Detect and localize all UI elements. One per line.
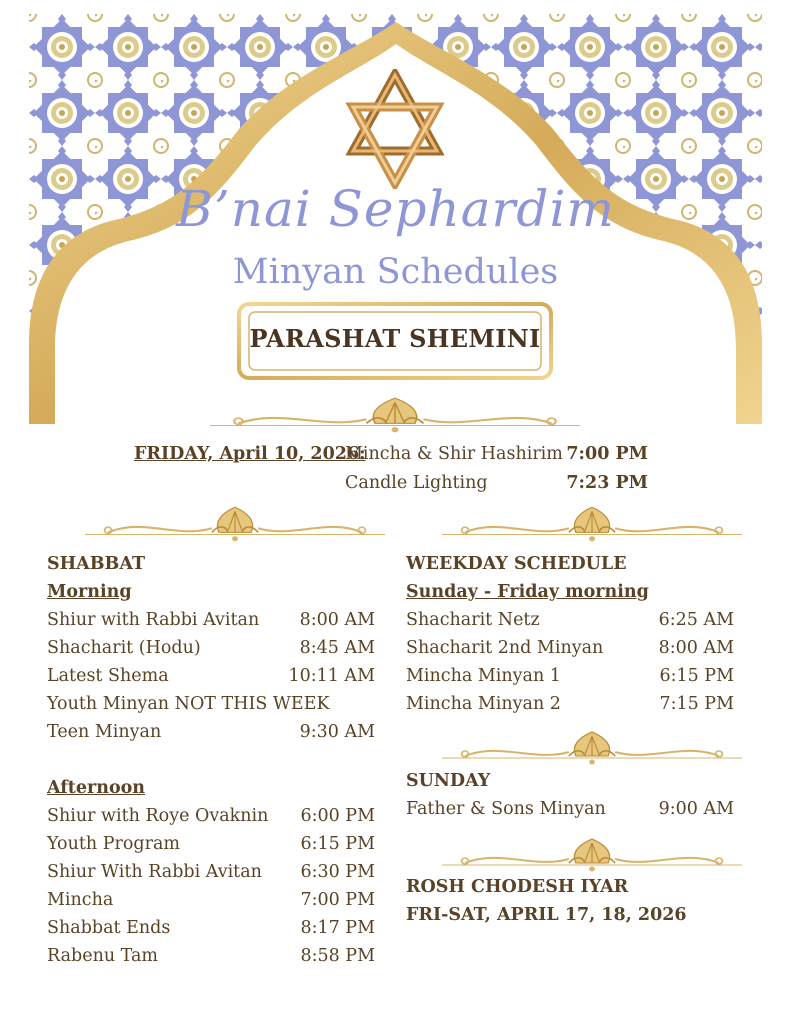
schedule-row [406, 690, 734, 718]
morning-heading: Morning [47, 582, 132, 602]
item-time: 9:30 AM [299, 722, 375, 742]
item-name: Teen Minyan [47, 722, 162, 742]
schedule-row [47, 606, 375, 634]
item-name: Shiur with Roye Ovaknin [47, 806, 269, 826]
item-time: 6:30 PM [300, 862, 375, 882]
schedule-row [47, 802, 375, 830]
rosh-chodesh-dates: FRI-SAT, APRIL 17, 18, 2026 [406, 905, 687, 925]
item-name: Mincha Minyan 1 [406, 666, 561, 686]
item-time: 7:00 PM [300, 890, 375, 910]
schedule-row [47, 914, 375, 942]
item-name: Youth Minyan NOT THIS WEEK [47, 694, 330, 714]
divider-ornament [442, 728, 742, 768]
weekday-heading: WEEKDAY SCHEDULE [406, 554, 627, 574]
schedule-row [47, 718, 375, 746]
schedule-row [47, 690, 375, 718]
item-time: 6:00 PM [300, 806, 375, 826]
item-time: 8:00 AM [299, 610, 375, 630]
item-name: Mincha [47, 890, 114, 910]
item-time: 6:15 PM [659, 666, 734, 686]
schedule-row [47, 634, 375, 662]
item-name: Mincha Minyan 2 [406, 694, 561, 714]
item-name: Shabbat Ends [47, 918, 171, 938]
weekday-section [406, 550, 734, 718]
sunday-section [406, 767, 734, 823]
item-name: Youth Program [47, 834, 180, 854]
page-subtitle: Minyan Schedules [232, 252, 559, 292]
friday-item-name: Candle Lighting [345, 473, 488, 493]
item-time: 6:15 PM [300, 834, 375, 854]
page-title: B’nai Sephardim [176, 180, 615, 238]
rosh-chodesh-heading: ROSH CHODESH IYAR [406, 877, 629, 897]
item-time: 8:45 AM [299, 638, 375, 658]
item-name: Father & Sons Minyan [406, 799, 606, 819]
friday-item-name: Mincha & Shir Hashirim [345, 444, 563, 464]
parasha-title: PARASHAT SHEMINI [249, 324, 541, 353]
divider-ornament [442, 835, 742, 875]
item-name: Latest Shema [47, 666, 169, 686]
friday-item-time: 7:23 PM [566, 473, 648, 493]
item-name: Shacharit 2nd Minyan [406, 638, 604, 658]
afternoon-heading: Afternoon [47, 778, 146, 798]
schedule-row [47, 942, 375, 970]
item-time: 8:58 PM [300, 946, 375, 966]
item-time: 10:11 AM [288, 666, 375, 686]
rosh-chodesh-section [406, 873, 746, 929]
friday-label: FRIDAY, April 10, 2026: [134, 444, 366, 464]
weekday-subheading: Sunday - Friday morning [406, 582, 649, 602]
schedule-row [47, 858, 375, 886]
schedule-row [47, 886, 375, 914]
item-time: 8:17 PM [300, 918, 375, 938]
item-name: Shacharit (Hodu) [47, 638, 201, 658]
item-name: Shacharit Netz [406, 610, 540, 630]
divider-ornament [442, 503, 742, 545]
friday-row [134, 469, 654, 498]
item-name: Shiur With Rabbi Avitan [47, 862, 262, 882]
schedule-row [47, 662, 375, 690]
item-name: Shiur with Rabbi Avitan [47, 610, 260, 630]
parasha-frame [237, 302, 553, 380]
schedule-row [406, 606, 734, 634]
schedule-row [406, 662, 734, 690]
item-time: 7:15 PM [659, 694, 734, 714]
schedule-row [406, 634, 734, 662]
star-of-david-icon [345, 69, 445, 189]
item-time: 9:00 AM [658, 799, 734, 819]
schedule-row [406, 795, 734, 823]
shabbat-section [47, 550, 375, 970]
friday-row [134, 440, 654, 469]
divider-ornament [210, 394, 580, 436]
item-time: 6:25 AM [658, 610, 734, 630]
friday-item-time: 7:00 PM [566, 444, 648, 464]
schedule-row [47, 830, 375, 858]
item-name: Rabenu Tam [47, 946, 159, 966]
divider-ornament [85, 503, 385, 545]
shabbat-heading: SHABBAT [47, 554, 145, 574]
sunday-heading: SUNDAY [406, 771, 491, 791]
item-time: 8:00 AM [658, 638, 734, 658]
friday-schedule [134, 440, 654, 498]
